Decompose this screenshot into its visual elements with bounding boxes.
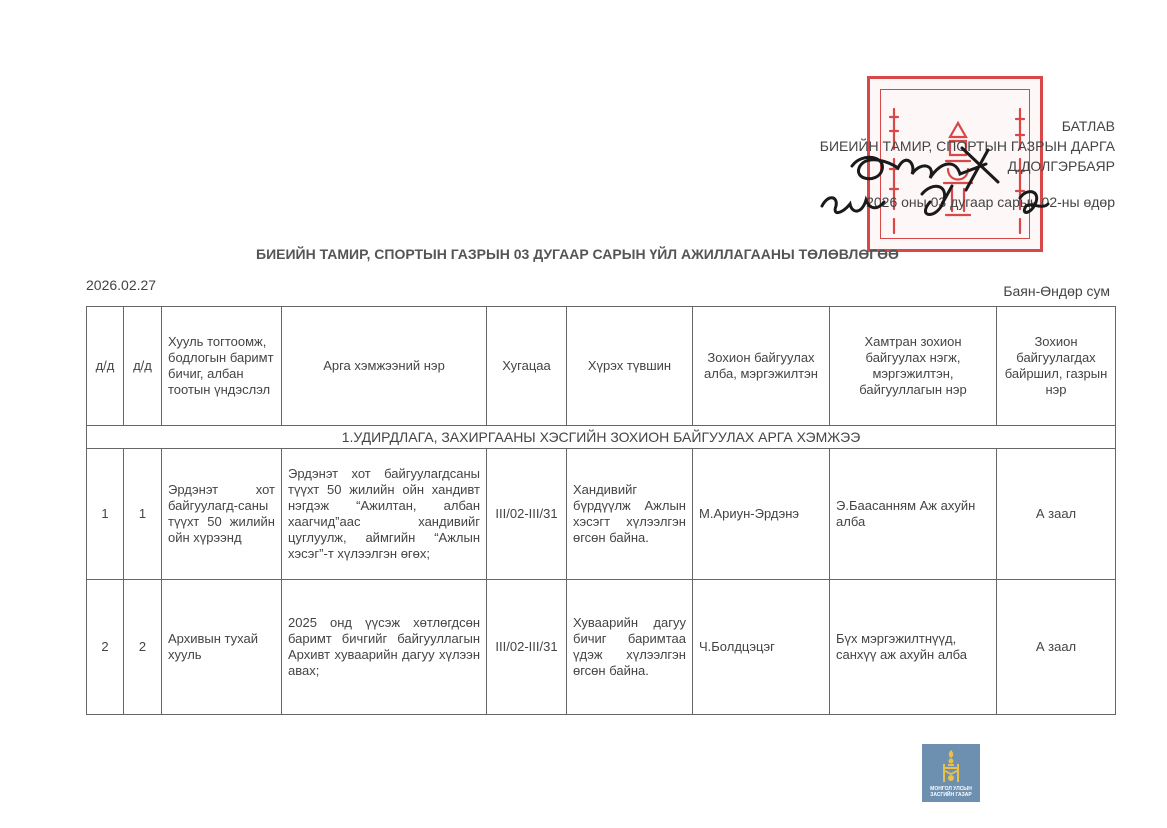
handwritten-signature bbox=[812, 138, 1052, 228]
row-legal-basis: Эрдэнэт хот байгуулагд-саны түүхт 50 жилийн ойн хүрээнд bbox=[162, 449, 282, 580]
approval-name: Д.ДОЛГЭРБАЯР bbox=[1007, 158, 1115, 174]
row-venue: А заал bbox=[997, 580, 1116, 715]
section-title: 1.УДИРДЛАГА, ЗАХИРГААНЫ ХЭСГИЙН ЗОХИОН БАЙГУУЛАХ АРГА ХЭМЖЭЭ bbox=[87, 426, 1116, 449]
logo-text: МОНГОЛ УЛСЫН ЗАСГИЙН ГАЗАР bbox=[930, 786, 972, 798]
approval-title: БАТЛАВ bbox=[1061, 118, 1115, 134]
row-number-1: 2 bbox=[87, 580, 124, 715]
header-number-1: д/д bbox=[87, 307, 124, 426]
header-partners: Хамтран зохион байгуулах нэгж, мэргэжилтэн, байгууллагын нэр bbox=[830, 307, 997, 426]
row-partners: Бүх мэргэжилтнүүд, санхүү аж ахуйн алба bbox=[830, 580, 997, 715]
row-responsible: М.Ариун-Эрдэнэ bbox=[693, 449, 830, 580]
row-period: III/02-III/31 bbox=[487, 580, 567, 715]
row-period: III/02-III/31 bbox=[487, 449, 567, 580]
header-activity-name: Арга хэмжээний нэр bbox=[282, 307, 487, 426]
header-venue: Зохион байгуулагдах байршил, газрын нэр bbox=[997, 307, 1116, 426]
row-activity: 2025 онд үүсэж хөтлөгдсөн баримт бичгийг байгууллагын Архивт хуваарийн дагуу хүлээн авах; bbox=[282, 580, 487, 715]
row-activity: Эрдэнэт хот байгуулагдсаны түүхт 50 жилийн ойн хандивт нэгдэж “Ажилтан, албан хаагчид”аас хандивийг цуглуулж, аймгийн “Ажлын хэсэг”-т хүлээлгэн өгөх; bbox=[282, 449, 487, 580]
table-row bbox=[87, 580, 1116, 715]
row-target: Хандивийг бүрдүүлж Ажлын хэсэгт хүлээлгэн өгсөн байна. bbox=[567, 449, 693, 580]
section-row bbox=[87, 426, 1116, 449]
header-legal-basis: Хууль тогтоомж, бодлогын баримт бичиг, албан тоотын үндэслэл bbox=[162, 307, 282, 426]
row-legal-basis: Архивын тухай хууль bbox=[162, 580, 282, 715]
row-number-2: 2 bbox=[124, 580, 162, 715]
row-number-1: 1 bbox=[87, 449, 124, 580]
header-target-level: Хүрэх түвшин bbox=[567, 307, 693, 426]
row-responsible: Ч.Болдцэцэг bbox=[693, 580, 830, 715]
row-venue: А заал bbox=[997, 449, 1116, 580]
header-period: Хугацаа bbox=[487, 307, 567, 426]
approval-position: БИЕИЙН ТАМИР, СПОРТЫН ГАЗРЫН ДАРГА bbox=[819, 138, 1115, 154]
row-target: Хуваарийн дагуу бичиг баримтаа үдэж хүлээлгэн өгсөн байна. bbox=[567, 580, 693, 715]
document-title: БИЕИЙН ТАМИР, СПОРТЫН ГАЗРЫН 03 ДУГААР САРЫН ҮЙЛ АЖИЛЛАГААНЫ ТӨЛӨВЛӨГӨӨ bbox=[256, 246, 899, 262]
row-number-2: 1 bbox=[124, 449, 162, 580]
plan-table bbox=[86, 306, 1116, 715]
government-logo bbox=[922, 744, 980, 802]
row-partners: Э.Баасанням Аж ахуйн алба bbox=[830, 449, 997, 580]
header-responsible: Зохион байгуулах алба, мэргэжилтэн bbox=[693, 307, 830, 426]
soyombo-icon bbox=[941, 750, 961, 784]
header-number-2: д/д bbox=[124, 307, 162, 426]
document-date: 2026.02.27 bbox=[86, 277, 157, 293]
document-location: Баян-Өндөр сум bbox=[1003, 283, 1110, 299]
approval-date: 2026 оны 03 дугаар сарын 02-ны өдөр bbox=[866, 194, 1115, 210]
table-row bbox=[87, 449, 1116, 580]
table-header-row bbox=[87, 307, 1116, 426]
